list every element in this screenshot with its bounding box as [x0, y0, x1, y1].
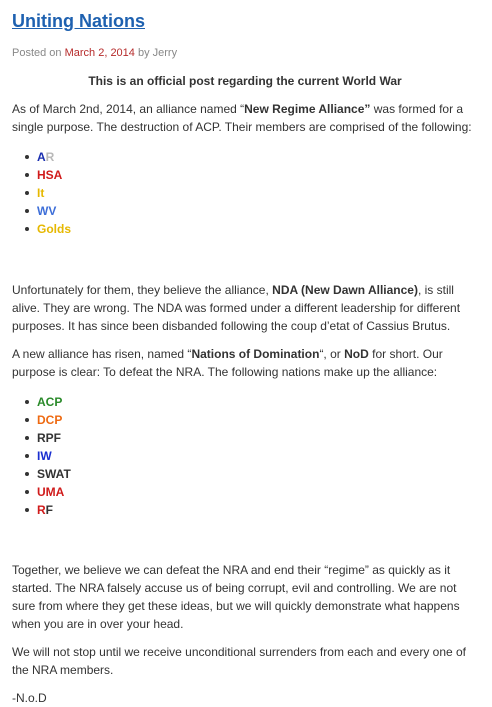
list-item — [37, 465, 478, 483]
list-item — [37, 220, 478, 238]
text-segment: As of March 2nd, 2014, an alliance named “ — [12, 102, 245, 116]
list-item — [37, 411, 478, 429]
post-signature: -N.o.D — [12, 691, 47, 705]
nda-name: NDA (New Dawn Alliance) — [272, 283, 418, 297]
post-title — [12, 0, 478, 33]
member-name-part: SWAT — [37, 467, 71, 481]
list-item — [37, 501, 478, 519]
member-name-part: RPF — [37, 431, 61, 445]
member-name-part: A — [37, 150, 46, 164]
post-date-link[interactable]: March 2, 2014 — [64, 47, 135, 59]
post-author: Jerry — [152, 47, 178, 59]
member-name-part: R — [45, 150, 55, 164]
text-segment: for short. Our purpose is clear: To defeat the NRA. The following nations make up the alliance: — [12, 347, 443, 379]
list-item — [37, 166, 478, 184]
text-segment: Unfortunately for them, they believe the alliance, — [12, 283, 273, 297]
member-name-part: Golds — [37, 222, 72, 236]
paragraph-nod-intro — [12, 345, 478, 381]
member-name-part: F — [45, 503, 54, 517]
nod-member-list — [12, 393, 478, 519]
member-name-part: UMA — [37, 485, 65, 499]
post-content — [12, 72, 478, 707]
text-segment: was formed for a single purpose. The destruction of ACP. Their members are comprised of the following: — [12, 102, 472, 134]
posted-on-label: Posted on — [12, 47, 65, 59]
list-item — [37, 202, 478, 220]
list-item — [37, 483, 478, 501]
post-meta — [12, 46, 478, 60]
member-name-part: ACP — [37, 395, 63, 409]
paragraph-together: Together, we believe we can defeat the NRA and end their “regime” as quickly as it started. The NRA falsely accuse us of being corrupt, evil and controlling. We are not sure from where they get these ideas, but we will quickly demonstrate what happens when you are in over your head. — [12, 563, 460, 631]
member-name-part: DCP — [37, 413, 63, 427]
nra-name: New Regime Alliance” — [244, 102, 371, 116]
member-name-part: R — [37, 503, 46, 517]
list-item — [37, 184, 478, 202]
post-title-link[interactable]: Uniting Nations — [12, 11, 145, 31]
member-name-part: HSA — [37, 168, 63, 182]
by-label: by — [134, 47, 153, 59]
paragraph-nra-intro — [12, 100, 478, 136]
list-item — [37, 447, 478, 465]
paragraph-nda — [12, 281, 478, 335]
nra-member-list — [12, 148, 478, 238]
text-segment: “, or — [319, 347, 345, 361]
list-item — [37, 393, 478, 411]
post-headline: This is an official post regarding the current World War — [88, 74, 402, 88]
list-item — [37, 148, 478, 166]
member-name-part: WV — [37, 204, 57, 218]
paragraph-surrender: We will not stop until we receive unconditional surrenders from each and every one of the NRA members. — [12, 645, 467, 677]
member-name-part: It — [37, 186, 45, 200]
nod-name: Nations of Domination — [191, 347, 320, 361]
nod-short-name: NoD — [344, 347, 369, 361]
list-item — [37, 429, 478, 447]
text-segment: , is still alive. They are wrong. The NDA was formed under a different leadership for different purposes. It has since been disbanded following the coup d’etat of Cassius Brutus. — [12, 283, 461, 333]
text-segment: A new alliance has risen, named “ — [12, 347, 192, 361]
member-name-part: IW — [37, 449, 52, 463]
